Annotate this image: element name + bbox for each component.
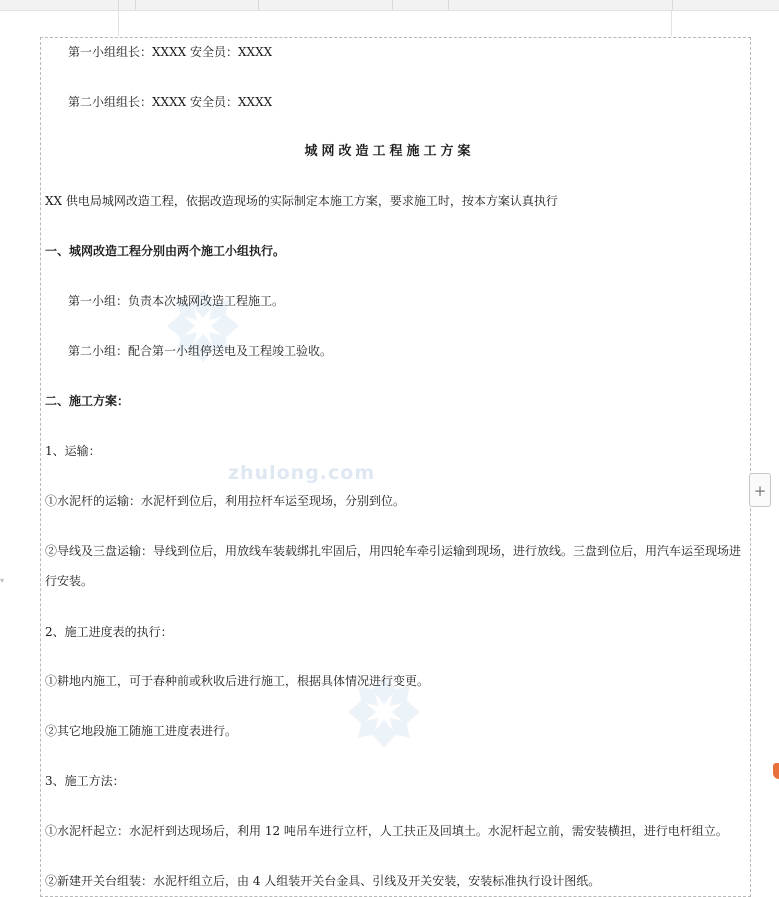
text-line: 行安装。: [45, 574, 94, 588]
section-heading: 一、城网改造工程分别由两个施工小组执行。: [45, 244, 286, 258]
text-line: ②导线及三盘运输：导线到位后，用放线车装载绑扎牢固后，用四轮车牵引运输到现场，进行放线。三盘到位后，用汽车运至现场进: [45, 544, 742, 558]
text-line: 第二小组：配合第一小组停送电及工程竣工验收。: [68, 344, 333, 358]
ruler-tick: [672, 0, 673, 10]
add-button[interactable]: +: [749, 473, 771, 507]
text-line: 1、运输：: [45, 444, 101, 458]
watermark-text: zhulong.com: [228, 462, 376, 484]
text-line: 第一小组：负责本次城网改造工程施工。: [68, 294, 285, 308]
text-line: 第二小组组长：XXXX 安全员：XXXX: [68, 95, 273, 109]
text-line: ①水泥杆起立：水泥杆到达现场后，利用 12 吨吊车进行立杆，人工扶正及回填土。水泥杆起立前，需安装横担，进行电杆组立。: [45, 824, 728, 838]
document-title: 城网改造工程施工方案: [304, 144, 475, 159]
text-line: ②其它地段施工随施工进度表进行。: [45, 724, 238, 738]
text-line: 3、施工方法：: [45, 774, 125, 788]
ruler-tick: [448, 0, 449, 10]
section-heading: 二、施工方案：: [45, 394, 130, 408]
text-line: ①耕地内施工，可于春种前或秋收后进行施工，根据具体情况进行变更。: [45, 674, 430, 688]
ruler-tick: [392, 0, 393, 10]
text-line: 第一小组组长：XXXX 安全员：XXXX: [68, 45, 273, 59]
ruler-tick: [118, 0, 119, 10]
side-tab-icon[interactable]: [773, 763, 779, 779]
ruler-tick: [135, 0, 136, 10]
margin-guides: [118, 10, 672, 36]
text-line: 2、施工进度表的执行：: [45, 625, 173, 639]
text-line: ②新建开关台组装：水泥杆组立后，由 4 人组装开关台金具、引线及开关安装，安装标准执行设计图纸。: [45, 874, 601, 888]
text-line: ①水泥杆的运输：水泥杆到位后，利用拉杆车运至现场，分别到位。: [45, 494, 406, 508]
text-line: XX 供电局城网改造工程，依据改造现场的实际制定本施工方案，要求施工时，按本方案认真执行: [45, 194, 558, 208]
ruler-tick: [258, 0, 259, 10]
chevron-down-icon: ▾: [0, 576, 5, 585]
document-page[interactable]: [40, 37, 751, 897]
